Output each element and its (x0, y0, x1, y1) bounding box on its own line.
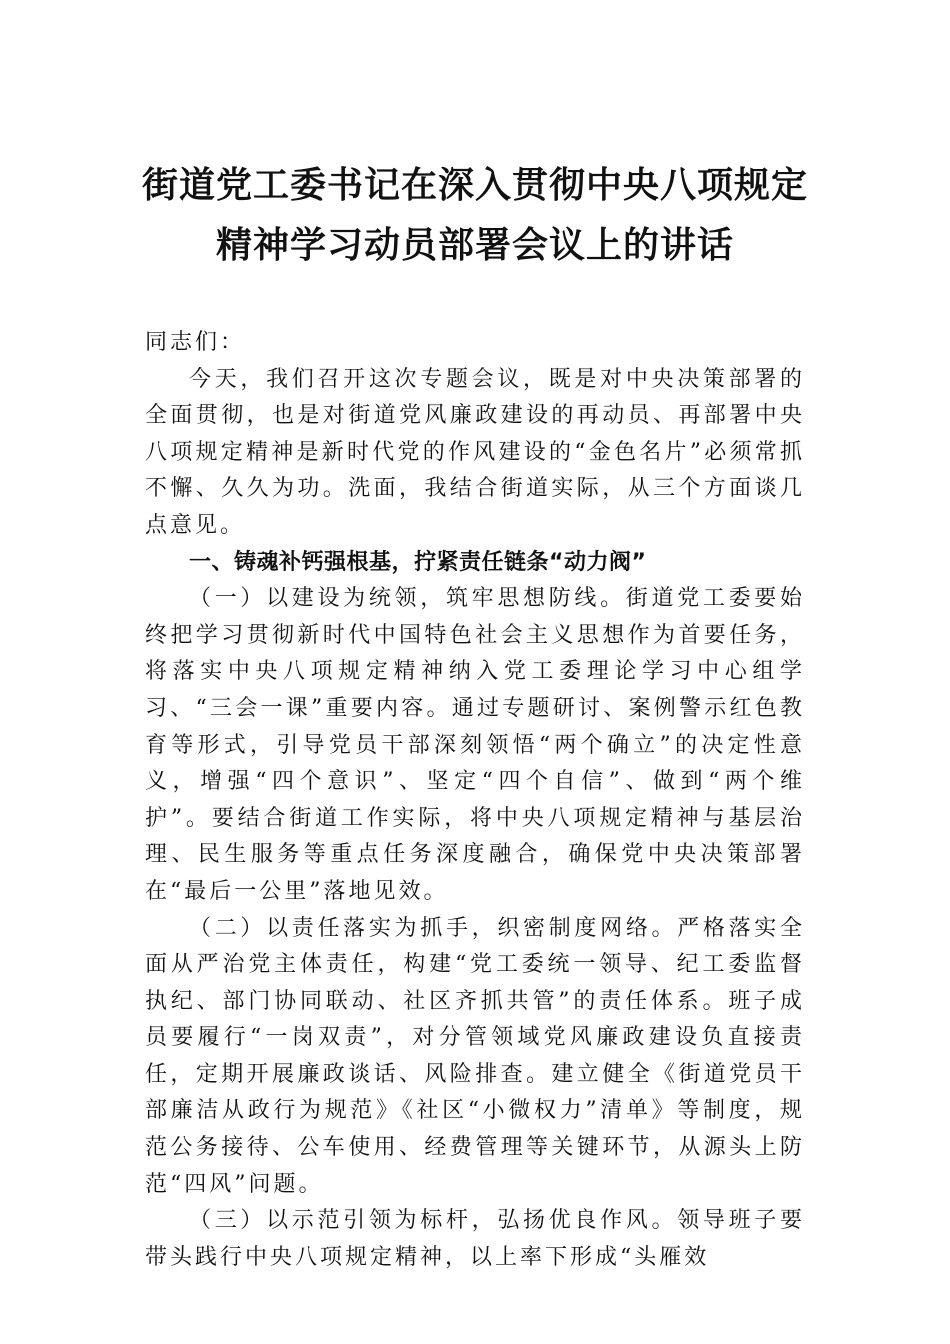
salutation: 同志们： (145, 330, 246, 355)
paragraph-1: （一）以建设为统领，筑牢思想防线。街道党工委要始终把学习贯彻新时代中国特色社会主义思想作为首要任务，将落实中央八项规定精神纳入党工委理论学习中心组学习、“三会一课”重要内容。通过专题研讨、案例警示红色教育等形式，引导党员干部深刻领悟“两个确立”的决定性意义，增强“四个意识”、坚定“四个自信”、做到“两个维护”。要结合街道工作实际，将中央八项规定精神与基层治理、民生服务等重点任务深度融合，确保党中央决策部署在“最后一公里”落地见效。 (145, 586, 805, 904)
section-heading-1: 一、铸魂补钙强根基，拧紧责任链条“动力阀” (189, 549, 647, 575)
paragraph-2: （二）以责任落实为抓手，织密制度网络。严格落实全面从严治党主体责任，构建“党工委统一领导、纪工委监督执纪、部门协同联动、社区齐抓共管”的责任体系。班子成员要履行“一岗双责”，对分管领域党风廉政建设负直接责任，定期开展廉政谈话、风险排查。建立健全《街道党员干部廉洁从政行为规范》《社区“小微权力”清单》等制度，规范公务接待、公车使用、经费管理等关键环节，从源头上防范“四风”问题。 (145, 915, 805, 1197)
title-line-2: 精神学习动员部署会议上的讲话 (215, 224, 734, 266)
document-title (100, 155, 850, 275)
intro-paragraph: 今天，我们召开这次专题会议，既是对中央决策部署的全面贯彻，也是对街道党风廉政建设的再动员、再部署中央八项规定精神是新时代党的作风建设的“金色名片”必须常抓不懈、久久为功。洗面，我结合街道实际，从三个方面谈几点意见。 (145, 366, 805, 538)
document-body (145, 325, 805, 1276)
paragraph-3: （三）以示范引领为标杆，弘扬优良作风。领导班子要带头践行中央八项规定精神，以上率下形成“头雁效 (145, 1208, 805, 1270)
title-line-1: 街道党工委书记在深入贯彻中央八项规定 (141, 164, 808, 206)
